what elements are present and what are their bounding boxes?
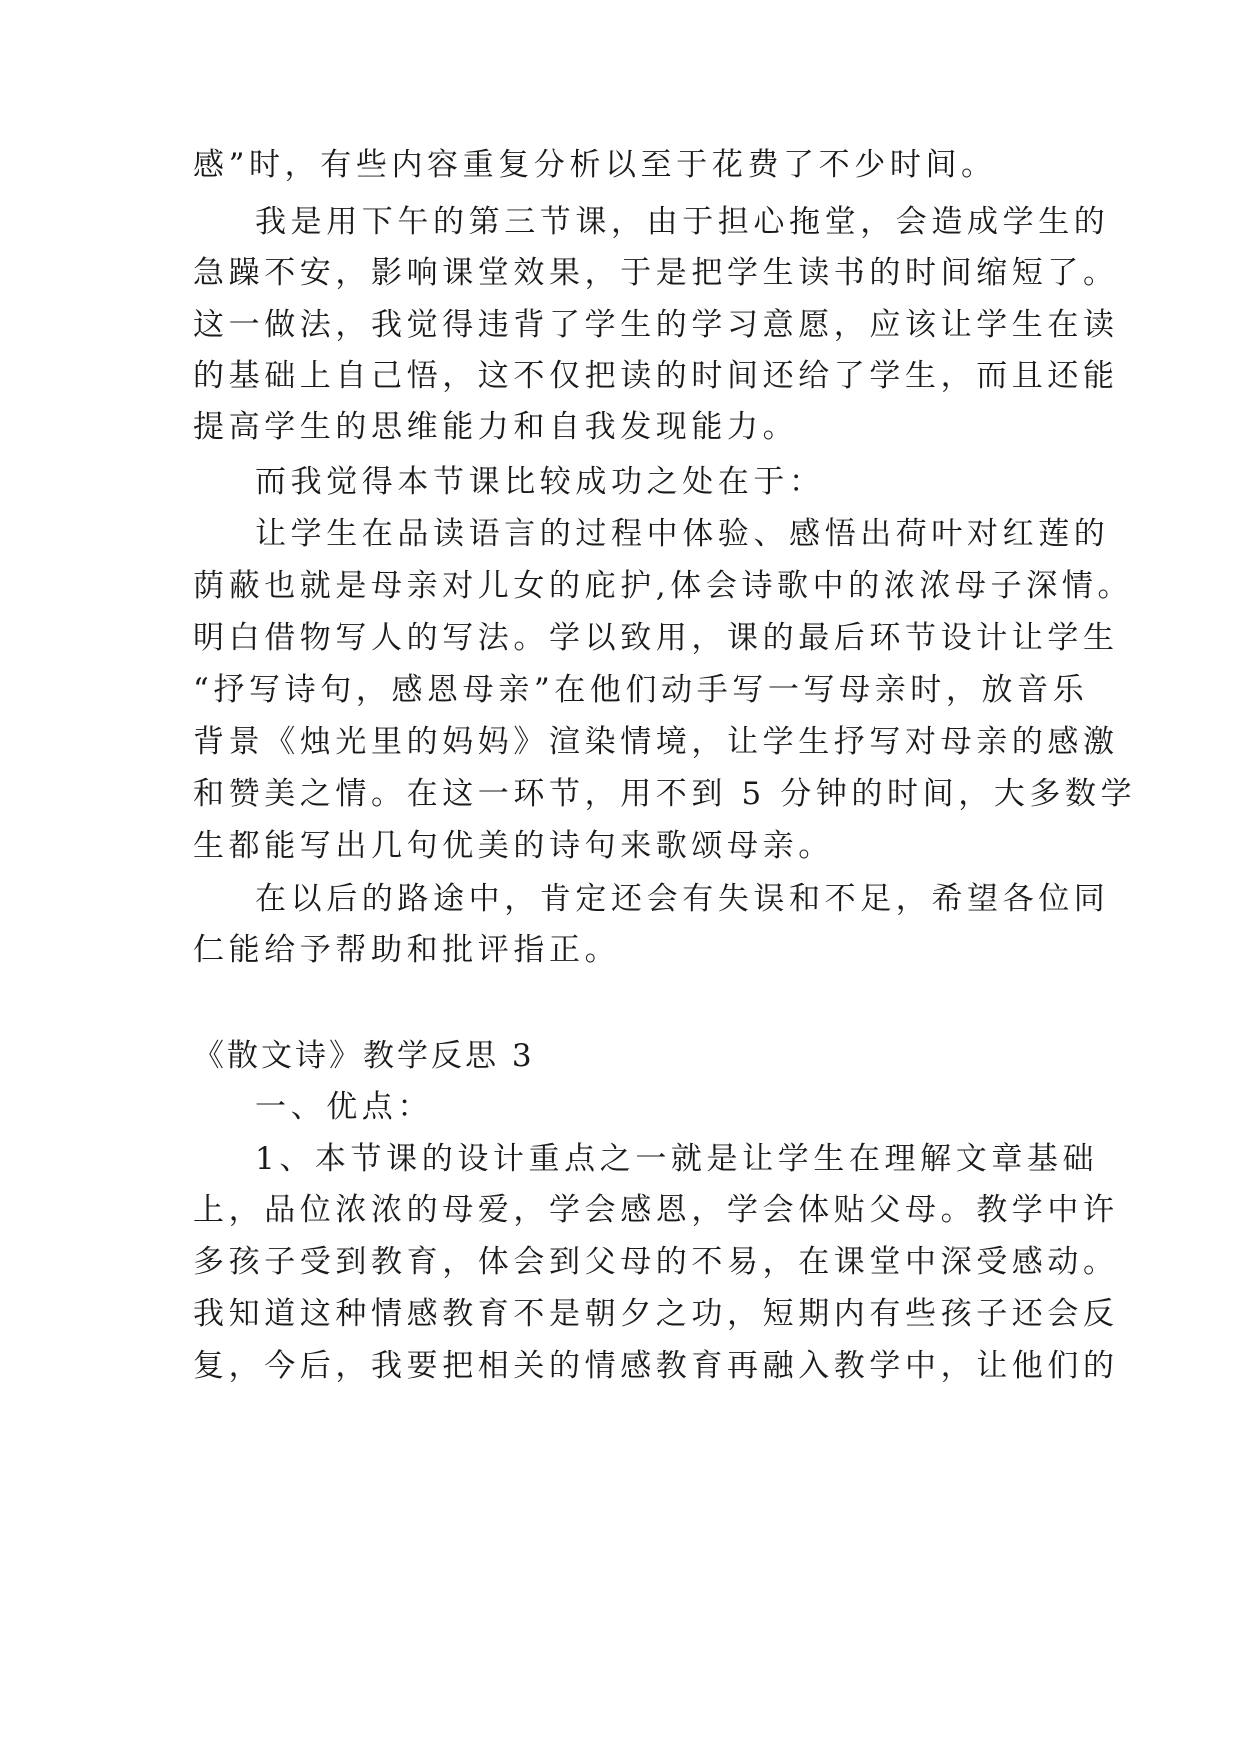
paragraph-line: 急躁不安，影响课堂效果，于是把学生读书的时间缩短了。 xyxy=(193,255,1119,291)
paragraph-line: 生都能写出几句优美的诗句来歌颂母亲。 xyxy=(193,828,834,864)
paragraph-line: 1、本节课的设计重点之一就是让学生在理解文章基础 xyxy=(255,1141,1099,1177)
paragraph-line: 复，今后，我要把相关的情感教育再融入教学中，让他们的 xyxy=(193,1348,1119,1384)
paragraph-line: 让学生在品读语言的过程中体验、感悟出荷叶对红莲的 xyxy=(255,516,1110,552)
paragraph-line: 和赞美之情。在这一环节，用不到 5 分钟的时间，大多数学 xyxy=(193,776,1137,812)
paragraph-line: 感”时，有些内容重复分析以至于花费了不少时间。 xyxy=(193,147,997,183)
paragraph-line: 提高学生的思维能力和自我发现能力。 xyxy=(193,409,799,445)
paragraph-line: 明白借物写人的写法。学以致用，课的最后环节设计让学生 xyxy=(193,620,1119,656)
section-heading: 《散文诗》教学反思 3 xyxy=(193,1038,535,1074)
paragraph-line: 荫蔽也就是母亲对儿女的庇护,体会诗歌中的浓浓母子深情。 xyxy=(193,568,1134,604)
paragraph-line: “抒写诗句，感恩母亲”在他们动手写一写母亲时，放音乐 xyxy=(193,672,1089,708)
paragraph-line: 的基础上自己悟，这不仅把读的时间还给了学生，而且还能 xyxy=(193,358,1119,394)
paragraph-line: 上，品位浓浓的母爱，学会感恩，学会体贴父母。教学中许 xyxy=(193,1192,1119,1228)
paragraph-line: 仁能给予帮助和批评指正。 xyxy=(193,932,621,968)
paragraph-line: 这一做法，我觉得违背了学生的学习意愿，应该让学生在读 xyxy=(193,307,1119,343)
paragraph-line: 我是用下午的第三节课，由于担心拖堂，会造成学生的 xyxy=(255,204,1110,240)
paragraph-line: 而我觉得本节课比较成功之处在于： xyxy=(255,464,825,500)
paragraph-line: 多孩子受到教育，体会到父母的不易，在课堂中深受感动。 xyxy=(193,1244,1119,1280)
paragraph-line: 在以后的路途中，肯定还会有失误和不足，希望各位同 xyxy=(255,881,1110,917)
paragraph-line: 背景《烛光里的妈妈》渲染情境，让学生抒写对母亲的感激 xyxy=(193,724,1119,760)
paragraph-line: 我知道这种情感教育不是朝夕之功，短期内有些孩子还会反 xyxy=(193,1296,1119,1332)
subheading: 一、优点： xyxy=(255,1089,433,1125)
